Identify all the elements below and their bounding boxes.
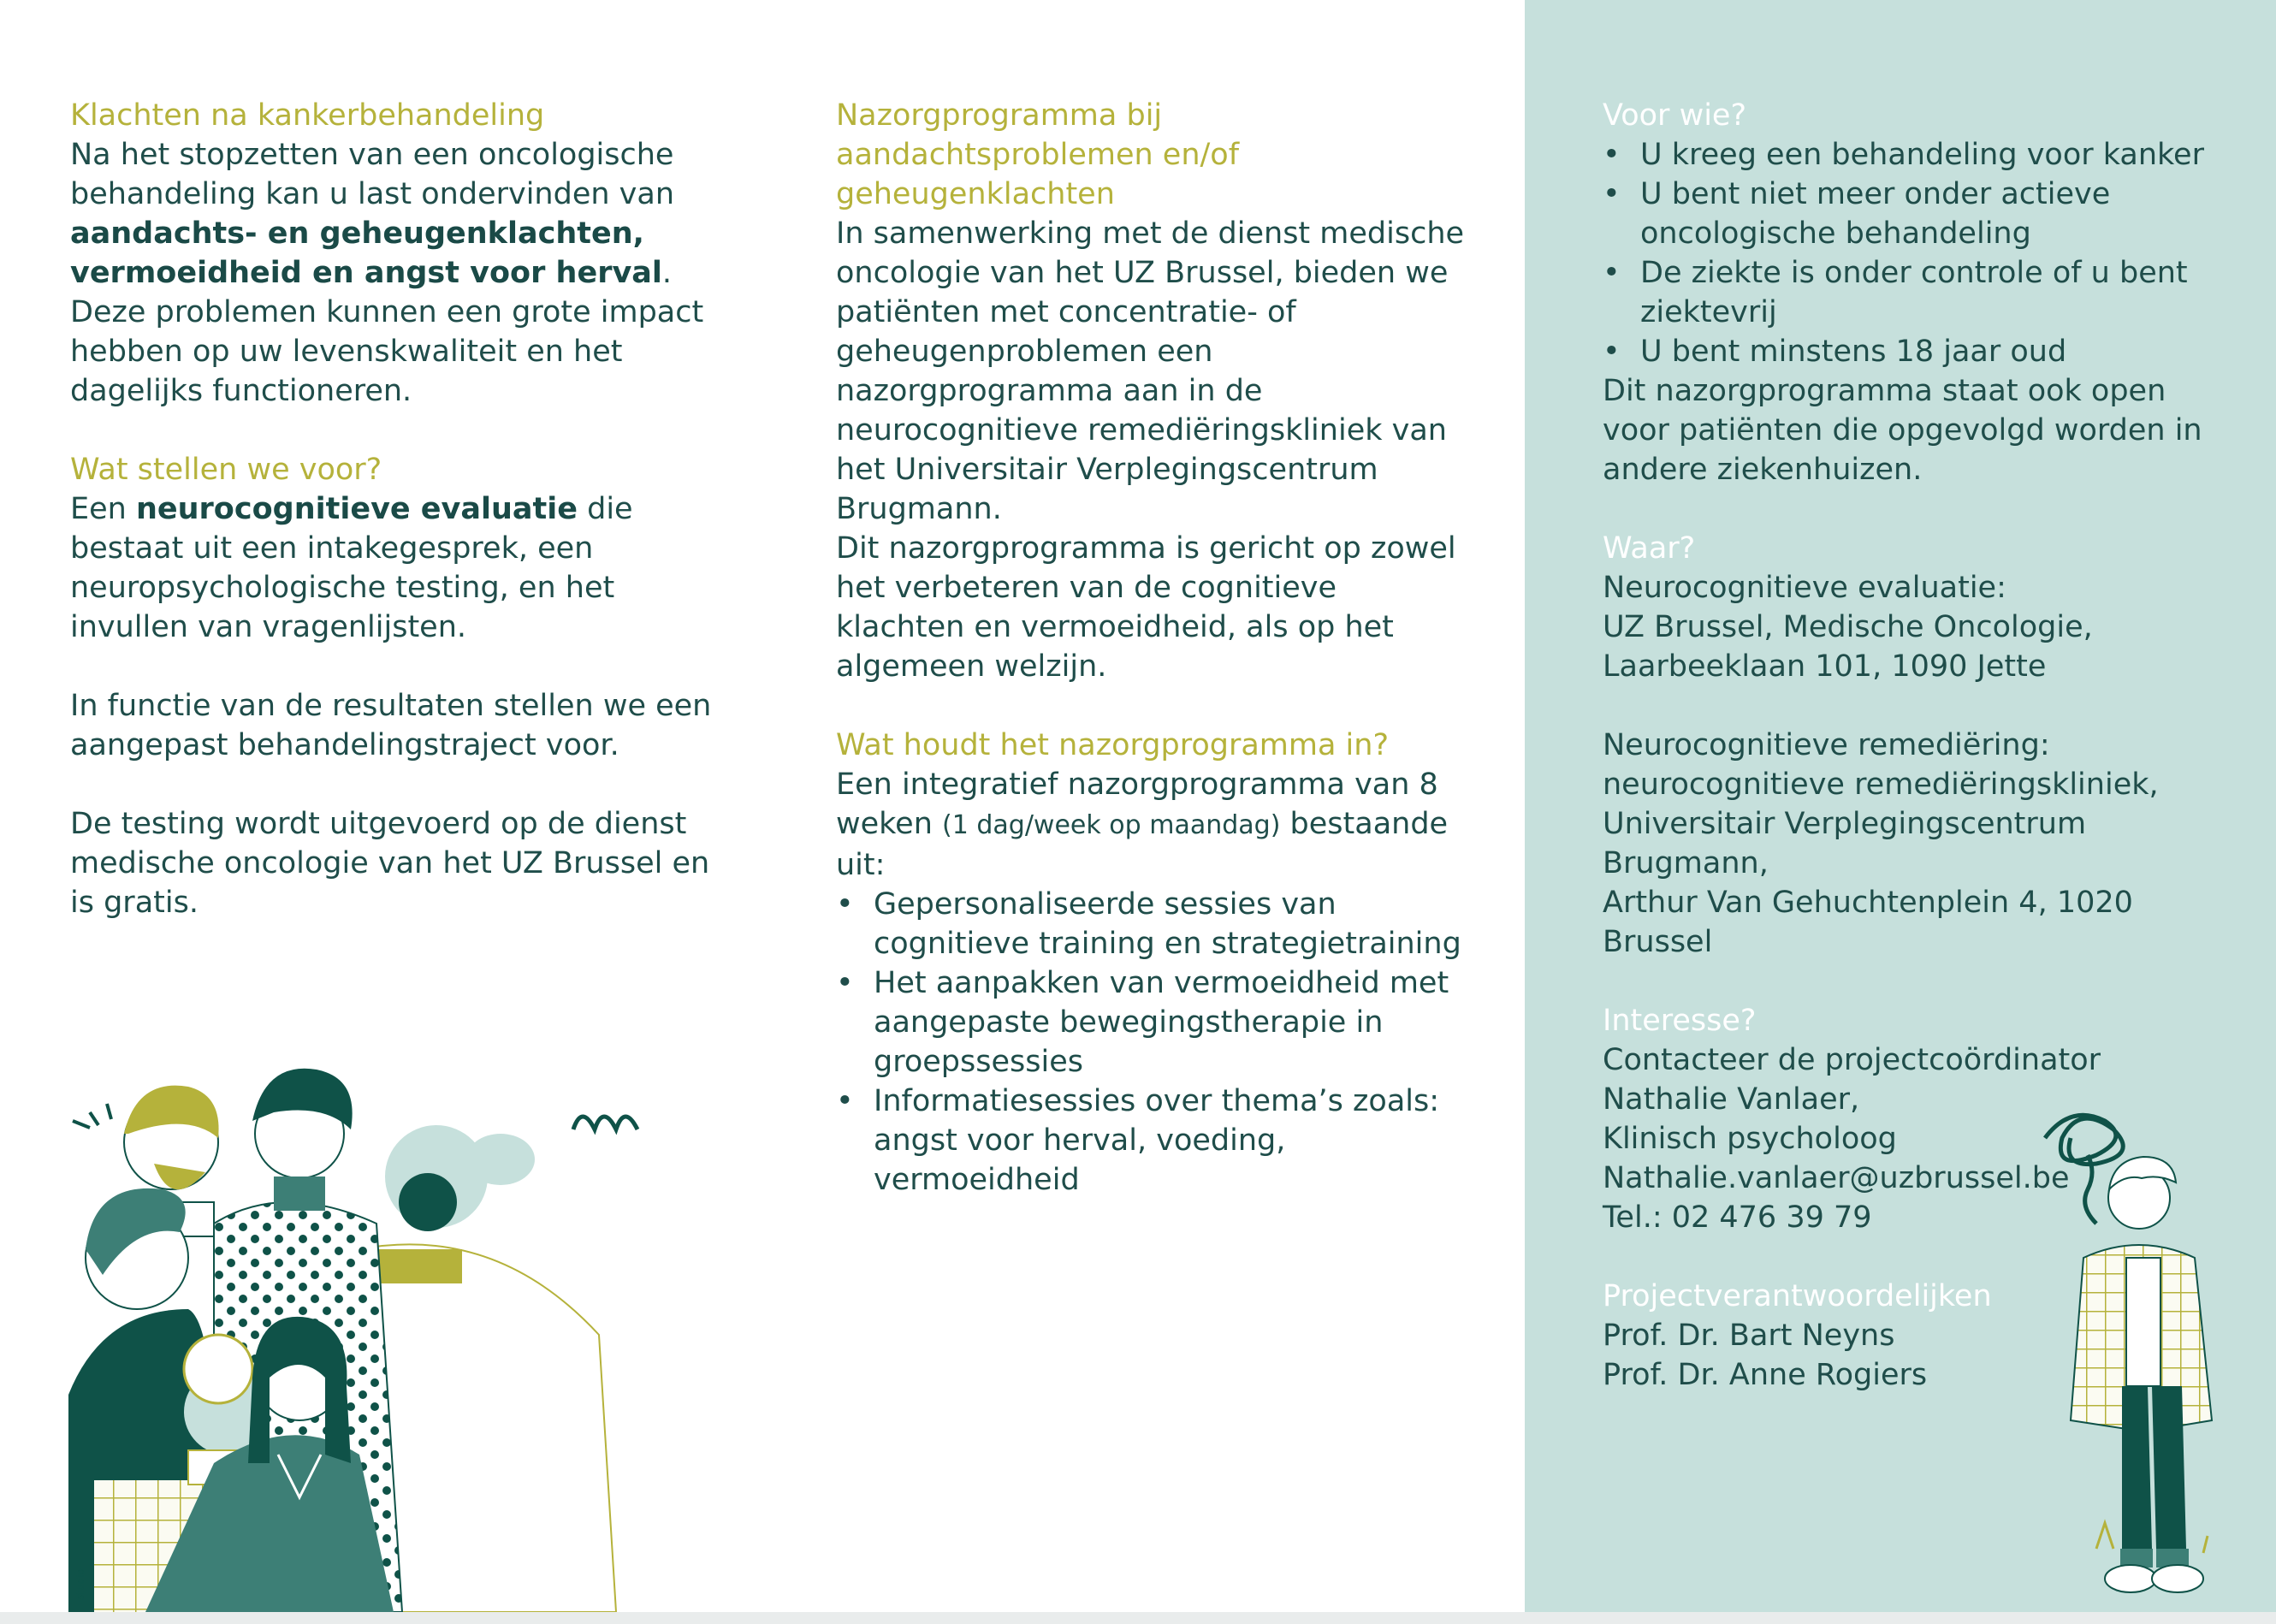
address-line: Laarbeeklaan 101, 1090 Jette [1603,649,2047,684]
text-span: bestaande uit: [836,807,1449,882]
paragraph-integratief [836,765,1473,885]
list-item: • Informatiesessies over thema’s zoals: angst voor herval, voeding, vermoeidheid [874,1082,1473,1200]
heading-projectverantwoordelijken: Projectverantwoordelijken [1603,1279,1992,1313]
heading-nazorgprogramma: Nazorgprogramma bij aandachtsproblemen en/of geheugenklachten [836,98,1240,211]
address-line: neurocognitieve remediëringskliniek, [1603,768,2159,802]
paragraph-open-voor: Dit nazorgprogramma staat ook open voor patiënten die opgevolgd worden in andere ziekenhuizen. [1603,374,2202,487]
text-span: . [661,256,673,290]
paragraph-samenwerking: In samenwerking met de dienst medische oncologie van het UZ Brussel, bieden we patiënten met concentratie- of geheugenproblemen een nazorgprogramma aan in de neurocognitieve remediëringskliniek van het Universitair Verplegingscentrum Brugmann. [836,216,1465,526]
contact-name: Nathalie Vanlaer, [1603,1082,1860,1117]
paragraph-evaluatie [70,489,720,647]
paragraph-gericht: Dit nazorgprogramma is gericht op zowel het verbeteren van de cognitieve klachten en vermoeidheid, als op het algemeen welzijn. [836,531,1456,684]
heading-klachten: Klachten na kankerbehandeling [70,98,545,133]
text-span: Na het stopzetten van een oncologische behandeling kan u last ondervinden van [70,138,675,211]
heading-interesse: Interesse? [1603,1004,1757,1038]
standing-person-with-tangle-illustration [2011,1104,2233,1612]
heading-inhoud: Wat houdt het nazorgprogramma in? [836,728,1390,762]
bold-text: neurocognitieve evaluatie [135,492,578,526]
text-span: Deze problemen kunnen een grote impact hebben op uw levenskwaliteit en het dagelijks functioneren. [70,295,704,408]
svg-text:studio: studio [74,1568,86,1600]
bottom-strip [0,1612,2276,1624]
text-span: Een [70,492,136,526]
group-of-people-illustration [68,1052,667,1612]
list-item: • De ziekte is onder controle of u bent ziektevrij [1640,253,2236,332]
list-item: • Gepersonaliseerde sessies van cognitieve training en strategietraining [874,885,1473,963]
text-span: Een integratief nazorgprogramma van 8 weken [836,768,1438,841]
contact-email: Nathalie.vanlaer@uzbrussel.be [1603,1161,2070,1195]
address-line: UZ Brussel, Medische Oncologie, [1603,610,2093,644]
heading-voorstel: Wat stellen we voor? [70,453,382,487]
address-line: Arthur Van Gehuchtenplein 4, 1020 Brussel [1603,886,2133,959]
column-2 [836,96,1473,1200]
list-item: • U bent minstens 18 jaar oud [1640,332,2236,371]
heading-waar: Waar? [1603,531,1696,566]
eligibility-list [1603,135,2236,371]
small-text: (1 dag/week op maandag) [942,810,1281,840]
contact-phone: Tel.: 02 476 39 79 [1603,1200,1872,1235]
contact-line: Contacteer de projectcoördinator [1603,1043,2101,1077]
column-1 [70,96,720,922]
responsible-person: Prof. Dr. Anne Rogiers [1603,1358,1928,1392]
list-item: • Het aanpakken van vermoeidheid met aangepaste bewegingstherapie in groepssessies [874,963,1473,1082]
paragraph-testing: De testing wordt uitgevoerd op de dienst medische oncologie van het UZ Brussel en is gratis. [70,807,710,920]
bold-text: aandachts- en geheugenklachten, vermoeidheid en angst voor herval [70,216,662,290]
program-list [836,885,1473,1200]
paragraph-klachten [70,135,720,411]
address-line: Neurocognitieve remediëring: [1603,728,2050,762]
paragraph-resultaten: In functie van de resultaten stellen we een aangepast behandelingstraject voor. [70,689,712,762]
contact-role: Klinisch psycholoog [1603,1122,1897,1156]
responsible-person: Prof. Dr. Bart Neyns [1603,1319,1895,1353]
address-line: Universitair Verplegingscentrum Brugmann, [1603,807,2087,880]
heading-voor-wie: Voor wie? [1603,98,1747,133]
address-line: Neurocognitieve evaluatie: [1603,571,2006,605]
list-item: • U kreeg een behandeling voor kanker [1640,135,2236,175]
text-span: die bestaat uit een intakegesprek, een neuropsychologische testing, en het invullen van vragenlijsten. [70,492,633,644]
list-item: • U bent niet meer onder actieve oncologische behandeling [1640,175,2236,253]
